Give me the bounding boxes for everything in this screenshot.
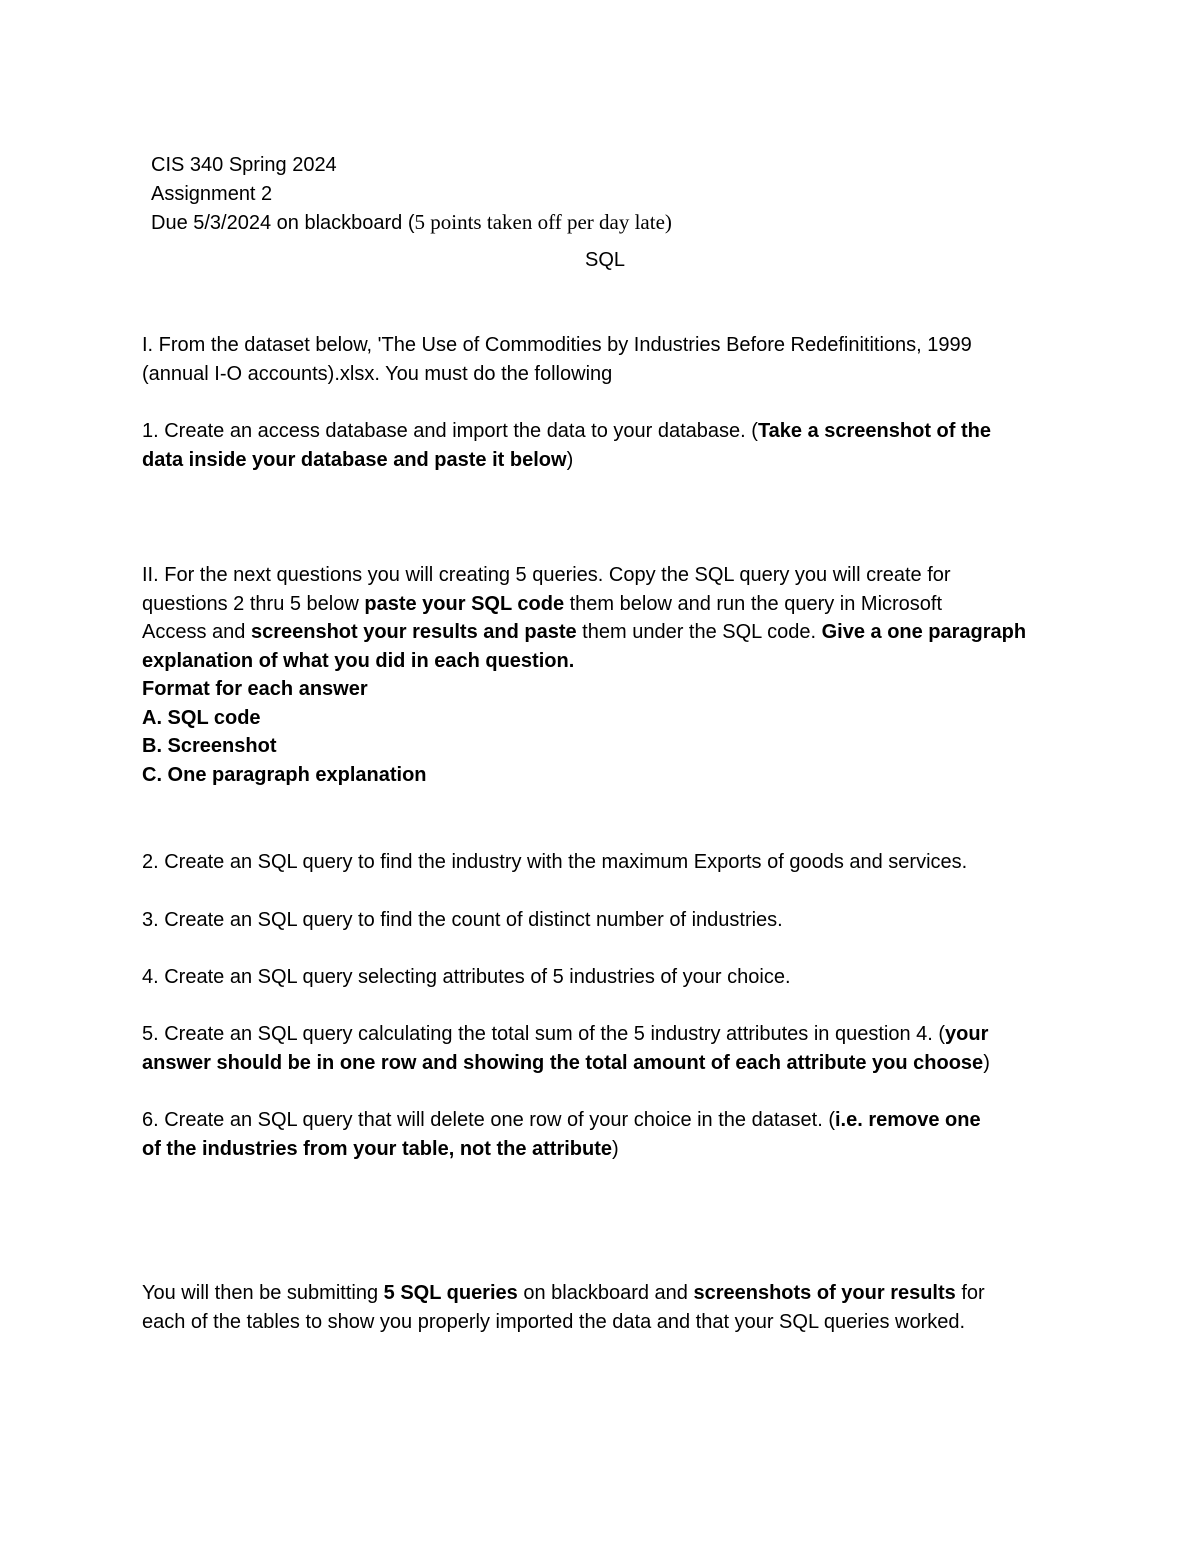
question-6-close: ) [612,1138,619,1160]
question-2: 2. Create an SQL query to find the industry with the maximum Exports of goods and services. [142,851,968,873]
course-title: CIS 340 Spring 2024 [151,154,337,176]
format-item-c-text: C. One paragraph explanation [142,764,427,786]
part2-line2-bold: paste your SQL code [364,593,565,615]
question-1-bold: Take a screenshot of the [757,420,991,442]
question-5-line1 [142,1020,988,1048]
question-5-close: ) [983,1052,990,1074]
question-6-line1 [142,1106,981,1134]
question-6-bold: i.e. remove one [834,1109,981,1131]
question-1-line2 [142,446,573,474]
submission-a: You will then be submitting [142,1282,384,1304]
format-item-b-text: B. Screenshot [142,735,277,757]
submission-e: for [955,1282,985,1304]
due-date [151,208,672,237]
submission-bold-screenshots: screenshots of your results [693,1282,956,1304]
format-item-a [142,704,261,732]
question-6-line2 [142,1135,619,1163]
question-4: 4. Create an SQL query selecting attributes of 5 industries of your choice. [142,966,791,988]
assignment-title: Assignment 2 [151,183,273,205]
format-item-c [142,761,427,789]
format-item-b [142,732,276,760]
question-3: 3. Create an SQL query to find the count of distinct number of industries. [142,909,783,931]
topic-heading: SQL [584,249,626,271]
question-5-line2 [142,1049,990,1077]
part2-line4 [142,647,574,675]
question-1-bold-cont: data inside your database and paste it below [142,449,567,471]
part2-line2-a: questions 2 thru 5 below [142,593,365,615]
part2-line3-c: them under the SQL code. [576,621,822,643]
question-5-text: 5. Create an SQL query calculating the total sum of the 5 industry attributes in question 4. ( [142,1023,946,1045]
question-1-text: 1. Create an access database and import the data to your database. ( [142,420,758,442]
submission-bold-queries: 5 SQL queries [383,1282,518,1304]
submission-line2: each of the tables to show you properly imported the data and that your SQL queries worked. [142,1311,966,1333]
part2-line3-bold: screenshot your results and paste [250,621,577,643]
question-5-bold-cont: answer should be in one row and showing the total amount of each attribute you choose [142,1052,984,1074]
question-1-line1 [142,417,991,445]
submission-c: on blackboard and [517,1282,694,1304]
part2-line2-c: them below and run the query in Microsoft [564,593,943,615]
late-penalty-text: 5 points taken off per day late) [414,210,672,234]
part2-line3 [142,618,1026,646]
part2-line2 [142,590,942,618]
part2-line1: II. For the next questions you will creating 5 queries. Copy the SQL query you will create for [142,564,951,586]
part2-line4-bold: explanation of what you did in each question. [142,650,575,672]
question-6-bold-cont: of the industries from your table, not the attribute [142,1138,613,1160]
submission-line1 [142,1279,985,1307]
part2-line3-a: Access and [142,621,251,643]
part1-intro-line2: (annual I-O accounts).xlsx. You must do the following [142,363,613,385]
format-title-text: Format for each answer [142,678,368,700]
format-item-a-text: A. SQL code [142,707,261,729]
part1-intro-line1: I. From the dataset below, 'The Use of Commodities by Industries Before Redefinititions, 1999 [142,334,972,356]
question-6-text: 6. Create an SQL query that will delete one row of your choice in the dataset. ( [142,1109,835,1131]
due-date-text: Due 5/3/2024 on blackboard ( [151,212,415,234]
part2-line3-bold-2: Give a one paragraph [821,621,1027,643]
format-title [142,675,368,703]
question-1-close: ) [566,449,574,471]
question-5-bold: your [945,1023,989,1045]
